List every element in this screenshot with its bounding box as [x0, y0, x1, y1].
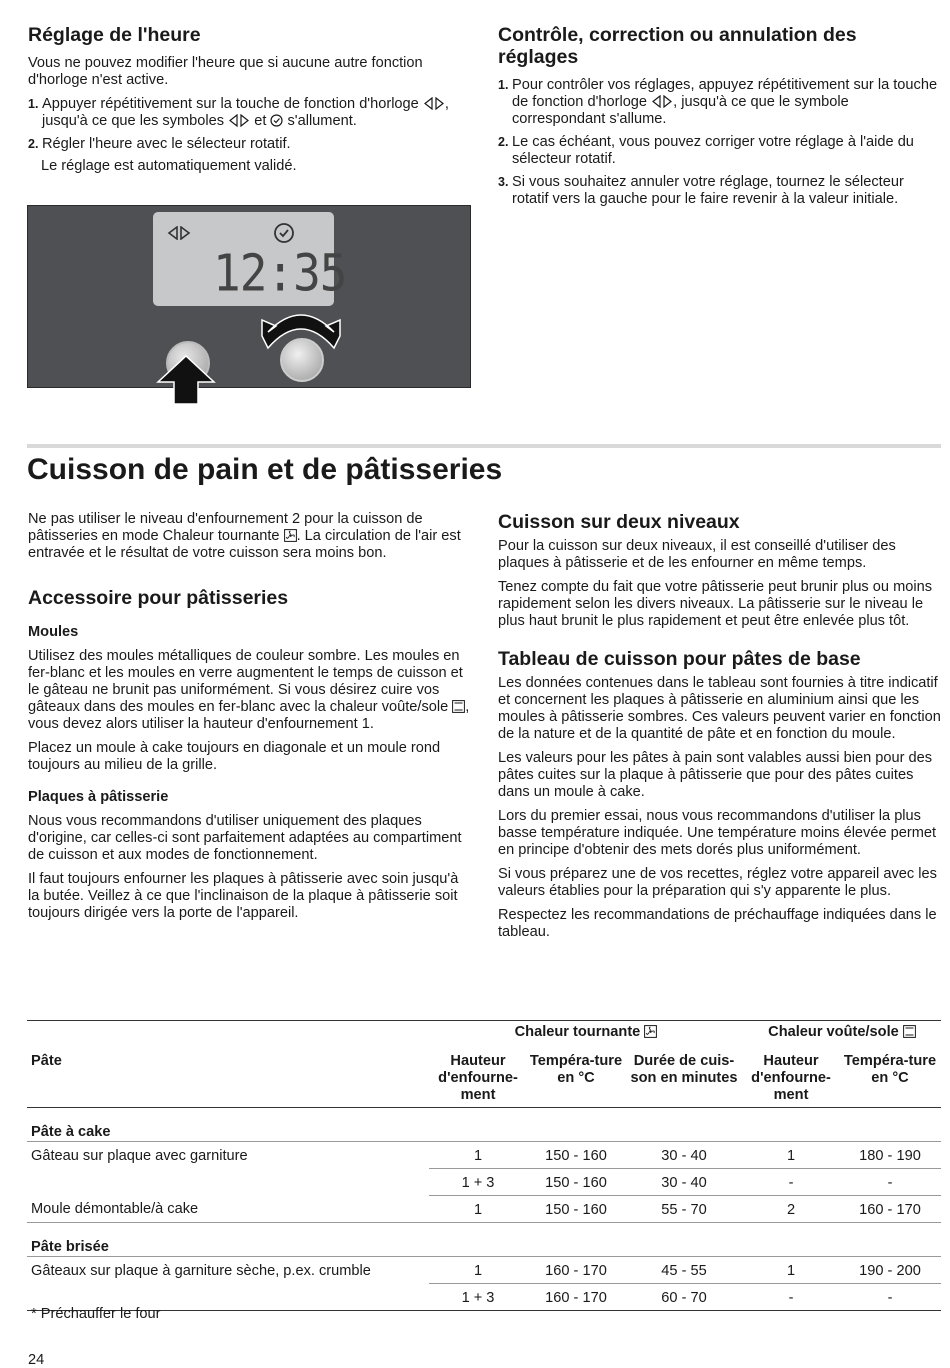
- steps-list: [498, 77, 942, 208]
- section-reglage-heure: [28, 24, 472, 175]
- table-section-row: [27, 1108, 941, 1142]
- cell-t1: 150 - 160: [527, 1196, 625, 1223]
- cell-d: 30 - 40: [625, 1142, 743, 1169]
- page-number: 24: [28, 1352, 45, 1368]
- section-name: Pâte brisée: [27, 1223, 941, 1257]
- footnote: * Préchauffer le four: [31, 1306, 161, 1322]
- tableau-paragraph-1: Les données contenues dans le tableau sont fournies à titre indicatif et concernent les plaques à pâtisserie en aluminium ainsi que les moules à pâtisserie sombres. Ces valeurs peuvent varier en fonction de la nature et de la quantité de pâte et en fonction du moule.: [498, 675, 941, 742]
- cell-h2: -: [743, 1284, 839, 1311]
- section-divider: [27, 444, 941, 448]
- step-2: 2. Le cas échéant, vous pouvez corriger votre réglage à l'aide du sélecteur rotatif.: [498, 134, 914, 167]
- table-group-header: [27, 1021, 941, 1044]
- plaques-title: Plaques à pâtisserie: [28, 789, 169, 805]
- top-bottom-heat-icon: [452, 700, 465, 713]
- top-bottom-heat-icon: [903, 1025, 916, 1038]
- section-name: Pâte à cake: [27, 1108, 941, 1142]
- cell-t2: 190 - 200: [839, 1257, 941, 1284]
- col-pate: Pâte: [31, 1053, 62, 1069]
- table-row: [27, 1196, 941, 1223]
- row-label: Gâteaux sur plaque à garniture sèche, p.ex. crumble: [31, 1262, 371, 1279]
- plaques-paragraph-1: Nous vous recommandons d'utiliser uniquement des plaques d'origine, car celles-ci sont parfaitement adaptées au compartiment de cuisson et aux modes de fonctionnement.: [28, 813, 462, 863]
- cell-t1: 160 - 170: [527, 1284, 625, 1311]
- baking-table: [27, 1020, 941, 1311]
- table-row: [27, 1142, 941, 1169]
- deux-niveaux-paragraph-2: Tenez compte du fait que votre pâtisserie peut brunir plus ou moins rapidement selon les divers niveaux. La pâtisserie sur le niveau le plus haut brunit le plus rapidement et peut être enlevée plus tôt.: [498, 579, 932, 629]
- cell-d: 30 - 40: [625, 1169, 743, 1196]
- cell-t1: 150 - 160: [527, 1142, 625, 1169]
- tableau-paragraph-2: Les valeurs pour les pâtes à pain sont valables aussi bien pour des pâtes cuites sur la plaque à pâtisserie que pour des pâtes cuites dans un moule à cake.: [498, 750, 933, 800]
- col-hauteur-1: Hauteur d'enfourne-ment: [438, 1053, 518, 1103]
- steps-list: [28, 96, 472, 153]
- moules-paragraph-1: Utilisez des moules métalliques de couleur sombre. Les moules en fer-blanc et les moules en verre augmentent le temps de cuisson et le gâteau ne brunit pas uniformément. Si vous désirez cuire vos gâteaux dans des moules en fer-blanc avec la chaleur voûte/sole , vous devez alors utiliser la hauteur d'enfournement 1.: [28, 648, 470, 732]
- step-2: 2. Régler l'heure avec le sélecteur rotatif.: [28, 136, 291, 152]
- step-3: 3. Si vous souhaitez annuler votre réglage, tournez le sélecteur rotatif vers la gauche pour le faire revenir à la valeur initiale.: [498, 174, 904, 207]
- cell-h1: 1 + 3: [429, 1284, 527, 1311]
- cell-h2: 1: [743, 1257, 839, 1284]
- table-body: [27, 1108, 941, 1311]
- cell-h1: 1: [429, 1142, 527, 1169]
- table-section-row: [27, 1223, 941, 1257]
- cell-t2: -: [839, 1284, 941, 1311]
- row-label: Moule démontable/à cake: [27, 1196, 429, 1223]
- moules-paragraph-2: Placez un moule à cake toujours en diagonale et un moule rond toujours au milieu de la grille.: [28, 740, 441, 773]
- left-column: [28, 511, 472, 922]
- col-hauteur-2: Hauteur d'enfourne-ment: [751, 1053, 831, 1103]
- group-chaleur-tournante: Chaleur tournante: [429, 1021, 743, 1044]
- deux-niveaux-paragraph-1: Pour la cuisson sur deux niveaux, il est conseillé d'utiliser des plaques à pâtisserie et de les enfourner en même temps.: [498, 538, 896, 571]
- tableau-paragraph-5: Respectez les recommandations de préchauffage indiquées dans le tableau.: [498, 907, 937, 940]
- group-chaleur-voute-sole: Chaleur voûte/sole: [743, 1021, 941, 1044]
- step-2-note: Le réglage est automatiquement validé.: [41, 158, 297, 174]
- row-label: Gâteau sur plaque avec garniture: [31, 1147, 248, 1164]
- cell-h2: 2: [743, 1196, 839, 1223]
- display-time: 12:35: [213, 243, 347, 303]
- cell-t1: 150 - 160: [527, 1169, 625, 1196]
- table-row: [27, 1169, 941, 1196]
- cell-t2: -: [839, 1169, 941, 1196]
- cell-h1: 1: [429, 1196, 527, 1223]
- col-duree: Durée de cuis-son en minutes: [630, 1053, 738, 1086]
- clock-icon: [273, 222, 295, 244]
- col-temperature-2: Tempéra-ture en °C: [843, 1053, 937, 1086]
- clock-function-icon: [651, 95, 673, 108]
- cell-h2: 1: [743, 1142, 839, 1169]
- cell-t2: 180 - 190: [839, 1142, 941, 1169]
- table-row: [27, 1284, 941, 1311]
- tableau-paragraph-3: Lors du premier essai, nous vous recommandons d'utiliser la plus basse température indiquée. Une température moins élevée permet en principe d'obtenir des mets dorés plus uniformément.: [498, 808, 937, 858]
- moules-title: Moules: [28, 624, 79, 640]
- deux-niveaux-title: Cuisson sur deux niveaux: [498, 511, 740, 533]
- col-temperature-1: Tempéra-ture en °C: [529, 1053, 623, 1086]
- clock-function-icon: [167, 226, 191, 240]
- clock-function-icon: [228, 114, 250, 127]
- cell-t2: 160 - 170: [839, 1196, 941, 1223]
- cell-h1: 1: [429, 1257, 527, 1284]
- cell-d: 60 - 70: [625, 1284, 743, 1311]
- clock-icon: [270, 114, 283, 127]
- section-title: Réglage de l'heure: [28, 24, 201, 46]
- rotate-arrow-icon: [260, 306, 342, 352]
- intro-text: Vous ne pouvez modifier l'heure que si aucune autre fonction d'horloge n'est active.: [28, 55, 423, 88]
- cell-d: 45 - 55: [625, 1257, 743, 1284]
- section-title: Contrôle, correction ou annulation des réglages: [498, 24, 857, 68]
- main-title: Cuisson de pain et de pâtisseries: [27, 453, 503, 486]
- tableau-title: Tableau de cuisson pour pâtes de base: [498, 648, 861, 670]
- table-column-header: [27, 1043, 941, 1108]
- cell-d: 55 - 70: [625, 1196, 743, 1223]
- oven-control-panel-illustration: [27, 205, 471, 388]
- row-label: [27, 1169, 429, 1196]
- display-screen: [153, 212, 347, 306]
- tableau-paragraph-4: Si vous préparez une de vos recettes, réglez votre appareil avec les valeurs établies pour la préparation qui s'y apparente le plus.: [498, 866, 937, 899]
- right-column: [498, 511, 942, 941]
- cell-h2: -: [743, 1169, 839, 1196]
- step-1: 1. Appuyer répétitivement sur la touche de fonction d'horloge , jusqu'à ce que les symboles et s'allument.: [28, 96, 449, 129]
- table-row: [27, 1257, 941, 1284]
- section-controle: [498, 24, 942, 208]
- intro-text: Ne pas utiliser le niveau d'enfournement 2 pour la cuisson de pâtisseries en mode Chaleur tournante . La circulation de l'air est entravée et le résultat de votre cuisson sera moins bon.: [28, 511, 461, 561]
- cell-h1: 1 + 3: [429, 1169, 527, 1196]
- press-arrow-icon: [154, 354, 218, 404]
- hot-air-icon: [644, 1025, 657, 1038]
- step-1: 1. Pour contrôler vos réglages, appuyez répétitivement sur la touche de fonction d'horloge , jusqu'à ce que le symbole correspondant s'allume.: [498, 77, 938, 127]
- accessoire-title: Accessoire pour pâtisseries: [28, 587, 289, 609]
- cell-t1: 160 - 170: [527, 1257, 625, 1284]
- hot-air-icon: [284, 529, 297, 542]
- clock-function-icon: [423, 97, 445, 110]
- plaques-paragraph-2: Il faut toujours enfourner les plaques à pâtisserie avec soin jusqu'à la butée. Veillez à ce que l'inclinaison de la plaque à pâtisserie soit toujours dirigée vers la porte de l'appareil.: [28, 871, 459, 921]
